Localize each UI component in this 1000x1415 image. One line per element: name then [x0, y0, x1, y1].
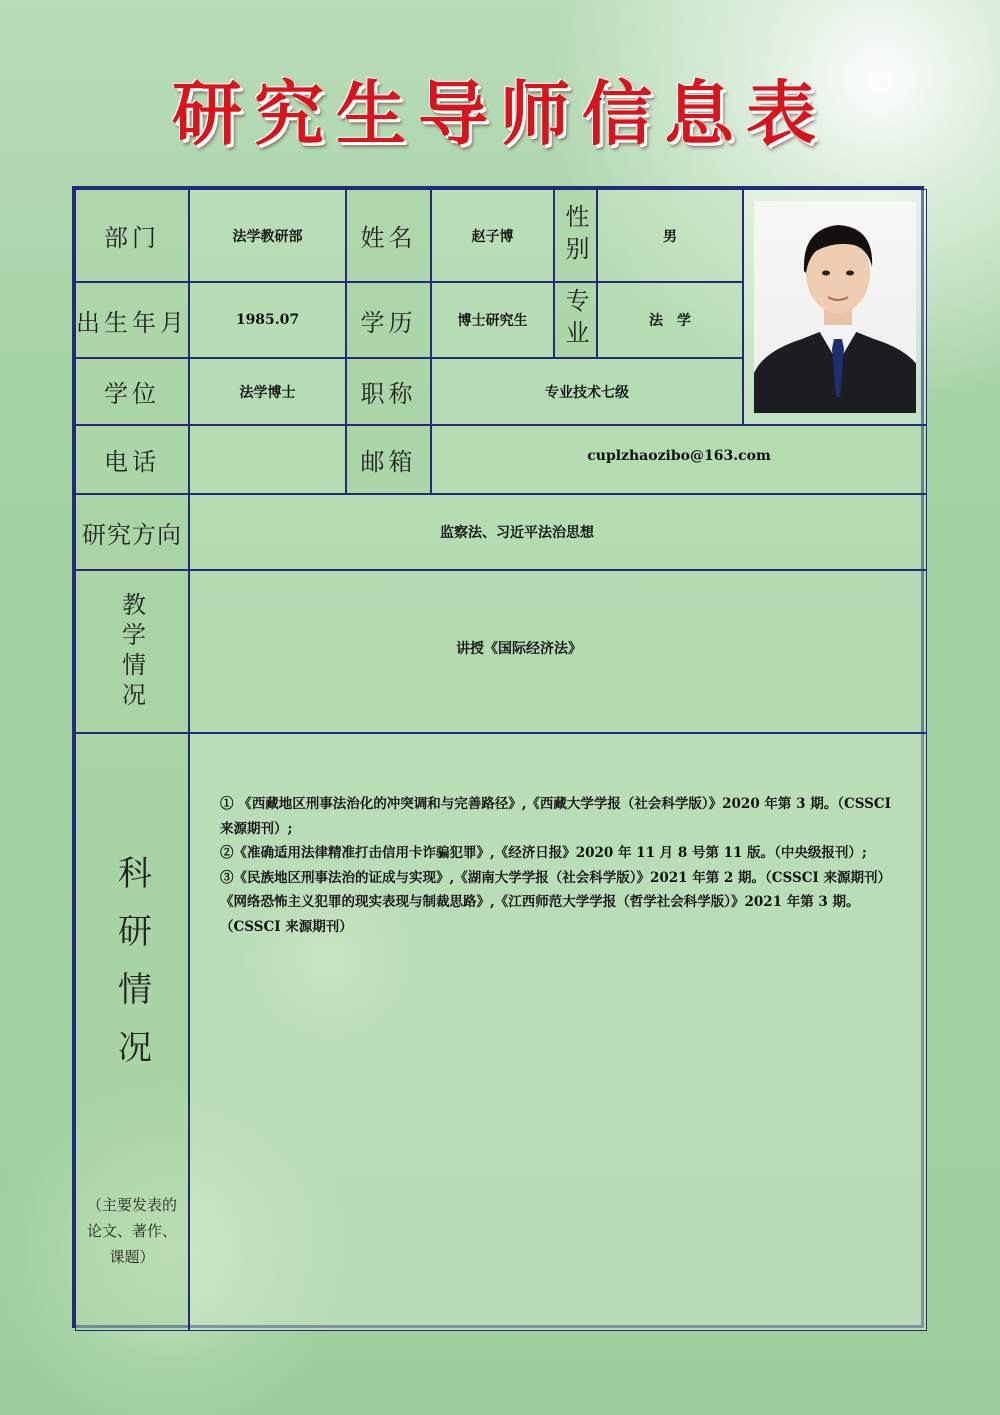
portrait-illustration	[754, 201, 916, 413]
research-label: 科研情况	[111, 855, 152, 1087]
phone-label: 电话	[75, 425, 189, 494]
gender-value: 男	[597, 189, 743, 282]
department-value: 法学教研部	[189, 189, 346, 282]
research-direction-value: 监察法、习近平法治思想	[189, 494, 927, 570]
research-note: （主要发表的论文、著作、课题）	[87, 1196, 178, 1266]
email-value: cuplzhaozibo@163.com	[431, 425, 927, 494]
name-value: 赵子博	[431, 189, 554, 282]
research-direction-label: 研究方向	[75, 494, 189, 570]
name-label: 姓名	[346, 189, 431, 282]
birth-label: 出生年月	[75, 282, 189, 358]
education-value: 博士研究生	[431, 282, 554, 358]
phone-value	[189, 425, 346, 494]
research-label-cell	[75, 733, 189, 1331]
department-label: 部门	[75, 189, 189, 282]
photo-cell	[743, 189, 927, 425]
title-value: 专业技术七级	[431, 358, 743, 425]
email-label: 邮箱	[346, 425, 431, 494]
portrait-photo	[754, 201, 916, 413]
research-content	[189, 733, 927, 1331]
major-label: 专业	[554, 282, 597, 358]
gender-label: 性别	[554, 189, 597, 282]
teaching-label: 教学情况	[75, 570, 189, 733]
research-item: ②《准确适用法律精准打击信用卡诈骗犯罪》,《经济日报》2020 年 11 月 8 号第 11 版。（中央级报刊）;	[220, 845, 867, 861]
degree-label: 学位	[75, 358, 189, 425]
research-item: ① 《西藏地区刑事法治化的冲突调和与完善路径》,《西藏大学学报（社会科学版）》2020 年第 3 期。（CSSCI 来源期刊）;	[220, 796, 891, 837]
birth-value: 1985.07	[189, 282, 346, 358]
research-item: ③《民族地区刑事法治的证成与实现》,《湖南大学学报（社会科学版）》2021 年第 2 期。（CSSCI 来源期刊）	[220, 869, 891, 886]
teaching-value: 讲授《国际经济法》	[189, 570, 927, 733]
degree-value: 法学博士	[189, 358, 346, 425]
education-label: 学历	[346, 282, 431, 358]
info-table	[72, 186, 924, 1328]
research-item: 《网络恐怖主义犯罪的现实表现与制裁思路》,《江西师范大学学报（哲学社会科学版）》2021 年第 3 期。（CSSCI 来源期刊）	[220, 894, 860, 935]
title-label: 职称	[346, 358, 431, 425]
research-list	[220, 792, 896, 939]
page-title: 研究生导师信息表	[172, 73, 828, 155]
major-value: 法 学	[597, 282, 743, 358]
